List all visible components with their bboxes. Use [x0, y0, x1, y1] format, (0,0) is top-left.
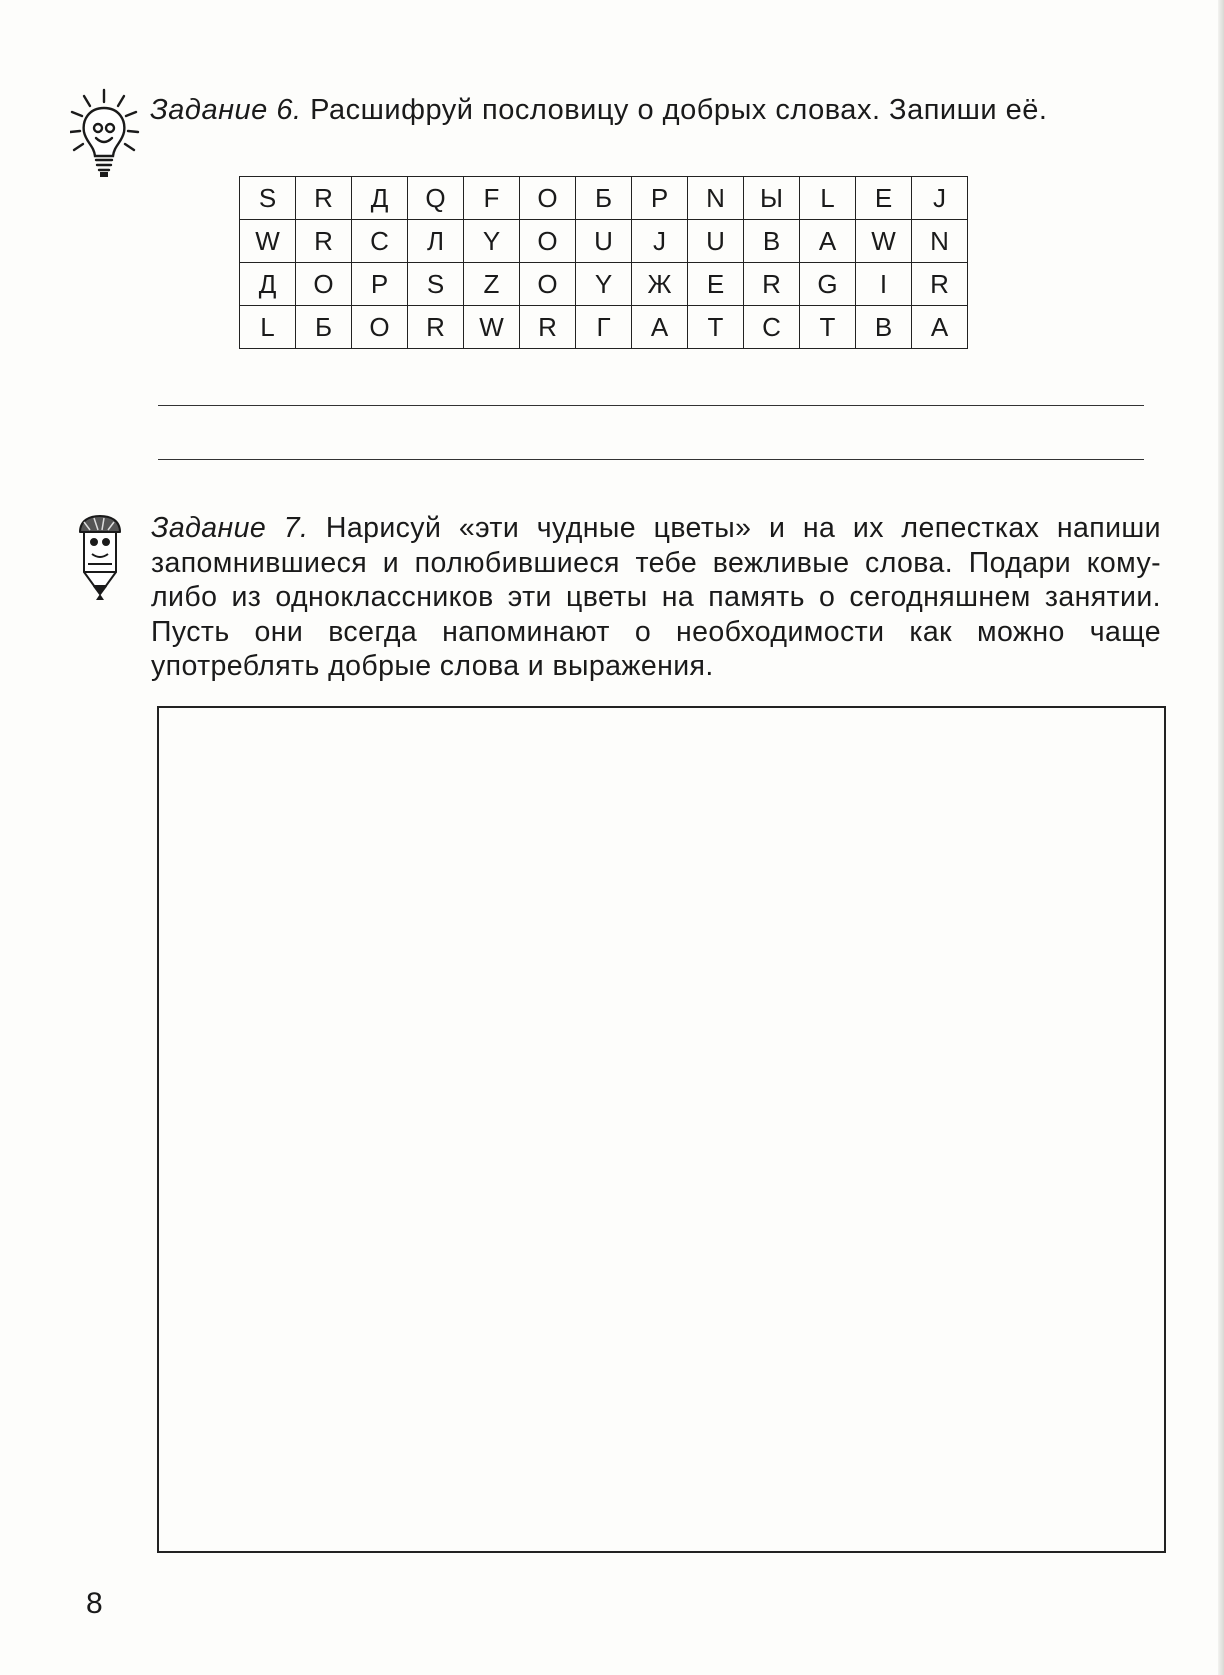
lightbulb-icon: [70, 88, 142, 180]
grid-cell: O: [520, 220, 576, 263]
grid-cell: Р: [352, 263, 408, 306]
grid-cell: Т: [688, 306, 744, 349]
grid-cell: S: [408, 263, 464, 306]
grid-cell: S: [240, 177, 296, 220]
grid-cell: А: [800, 220, 856, 263]
grid-cell: Y: [464, 220, 520, 263]
grid-cell: О: [352, 306, 408, 349]
grid-row: [240, 177, 968, 220]
task7-label: Задание 7.: [151, 512, 309, 544]
drawing-area[interactable]: [157, 706, 1166, 1553]
grid-cell: F: [464, 177, 520, 220]
grid-cell: В: [744, 220, 800, 263]
grid-cell: Ы: [744, 177, 800, 220]
grid-cell: R: [296, 177, 352, 220]
grid-cell: R: [744, 263, 800, 306]
grid-cell: R: [912, 263, 968, 306]
grid-cell: Q: [408, 177, 464, 220]
grid-cell: А: [912, 306, 968, 349]
grid-cell: W: [464, 306, 520, 349]
grid-cell: Т: [800, 306, 856, 349]
grid-cell: Е: [688, 263, 744, 306]
task6-heading: [150, 94, 1047, 127]
grid-cell: U: [688, 220, 744, 263]
grid-cell: О: [520, 263, 576, 306]
grid-cell: N: [912, 220, 968, 263]
grid-cell: Б: [576, 177, 632, 220]
grid-cell: В: [856, 306, 912, 349]
grid-cell: Л: [408, 220, 464, 263]
grid-cell: С: [352, 220, 408, 263]
grid-cell: P: [632, 177, 688, 220]
answer-line[interactable]: [158, 405, 1144, 406]
grid-cell: O: [520, 177, 576, 220]
grid-cell: Г: [576, 306, 632, 349]
task7-text: [151, 511, 1161, 684]
answer-line[interactable]: [158, 459, 1144, 460]
grid-cell: R: [408, 306, 464, 349]
page-number: 8: [86, 1587, 103, 1620]
grid-row: [240, 263, 968, 306]
grid-row: [240, 306, 968, 349]
grid-cell: Д: [240, 263, 296, 306]
cipher-grid: [239, 176, 968, 349]
grid-row: [240, 220, 968, 263]
grid-cell: Б: [296, 306, 352, 349]
grid-cell: Z: [464, 263, 520, 306]
grid-cell: E: [856, 177, 912, 220]
grid-cell: Ж: [632, 263, 688, 306]
task6-instruction: Расшифруй пословицу о добрых словах. Запиши её.: [310, 94, 1048, 126]
grid-cell: W: [240, 220, 296, 263]
pencil-character-icon: [74, 514, 126, 600]
grid-cell: J: [632, 220, 688, 263]
grid-cell: О: [296, 263, 352, 306]
task6-label: Задание 6.: [150, 94, 302, 126]
grid-cell: R: [296, 220, 352, 263]
grid-cell: U: [576, 220, 632, 263]
grid-cell: L: [800, 177, 856, 220]
grid-cell: N: [688, 177, 744, 220]
grid-cell: L: [240, 306, 296, 349]
grid-cell: G: [800, 263, 856, 306]
grid-cell: J: [912, 177, 968, 220]
grid-cell: I: [856, 263, 912, 306]
grid-cell: Д: [352, 177, 408, 220]
grid-cell: Y: [576, 263, 632, 306]
grid-cell: С: [744, 306, 800, 349]
grid-cell: А: [632, 306, 688, 349]
grid-cell: W: [856, 220, 912, 263]
grid-cell: R: [520, 306, 576, 349]
task7-instruction: Нарисуй «эти чудные цветы» и на их лепестках напиши запомнившиеся и полюбившиеся тебе вежливые слова. Подари кому-либо из одноклассников эти цветы на память о сегодняшнем занятии. Пусть они всегда напоминают о необходимости как можно чаще употреблять добрые слова и выражения.: [151, 512, 1161, 682]
page-edge: [1218, 0, 1224, 1675]
